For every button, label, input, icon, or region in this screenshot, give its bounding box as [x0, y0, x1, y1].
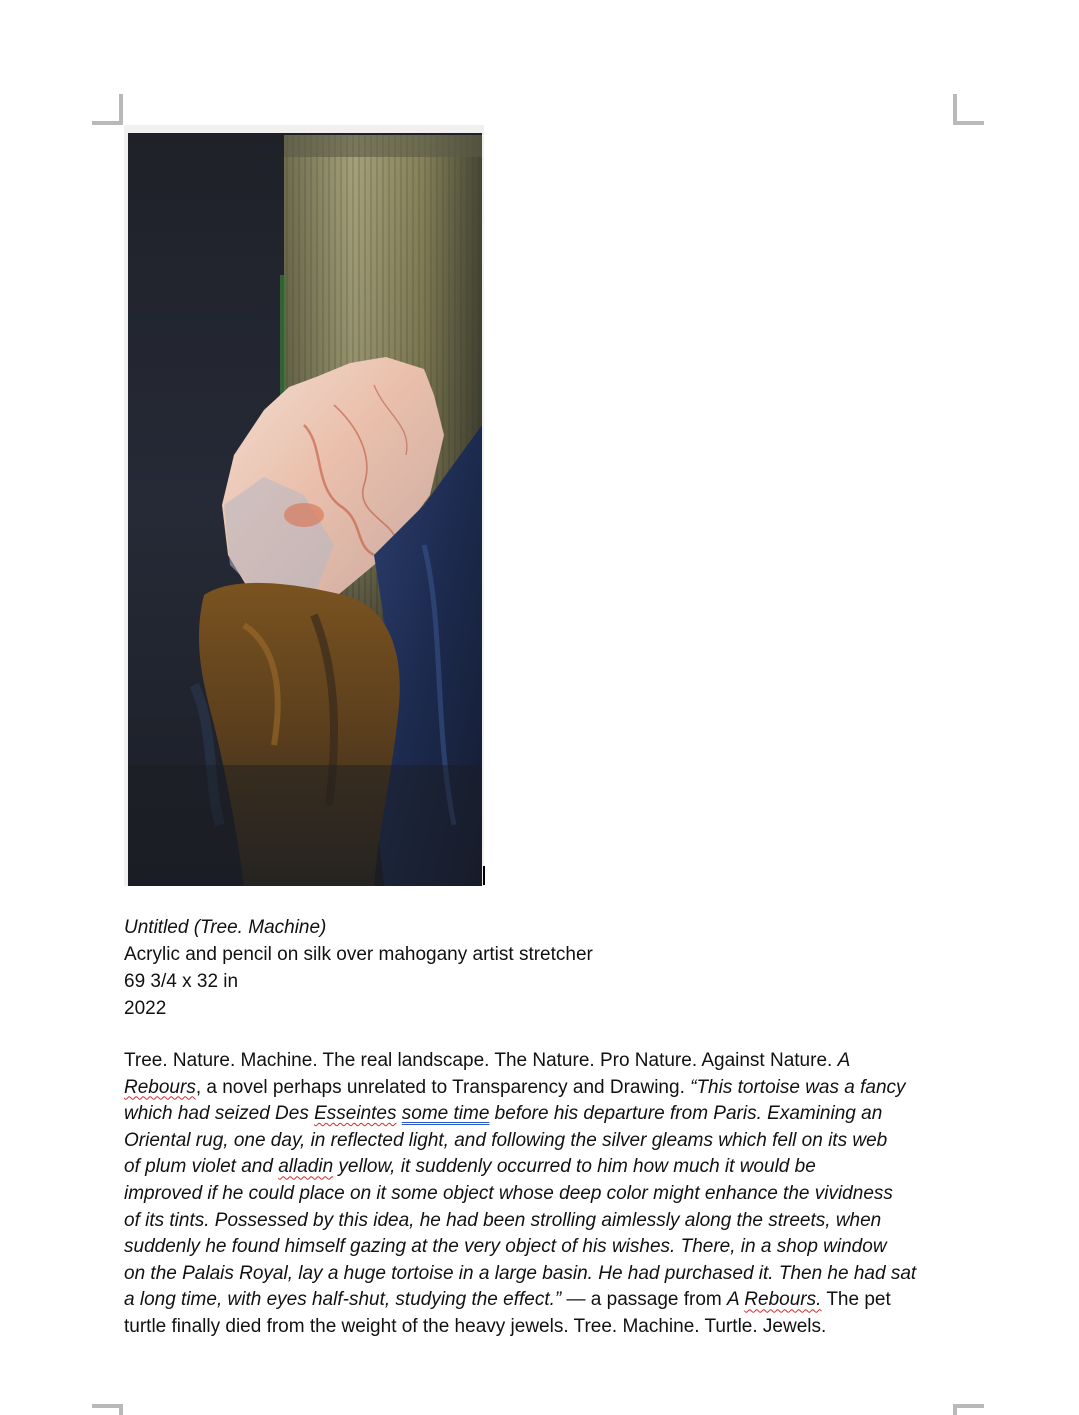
paragraph-line: suddenly he found himself gazing at the very object of his wishes. There, in a shop window — [124, 1236, 887, 1258]
spelling-error-mark: Rebours — [124, 1076, 196, 1098]
paragraph-line: of its tints. Possessed by this idea, he had been strolling aimlessly along the streets, when — [124, 1209, 882, 1231]
text-cursor — [483, 866, 485, 885]
artwork-medium: Acrylic and pencil on silk over mahogany artist stretcher — [124, 944, 593, 965]
paragraph-line: turtle finally died from the weight of the heavy jewels. Tree. Machine. Turtle. Jewels. — [124, 1315, 827, 1337]
crop-mark-bottom-left — [119, 1404, 123, 1415]
artwork-caption — [124, 914, 964, 1022]
grammar-suggestion-mark: some time — [401, 1103, 490, 1125]
crop-mark-top-right — [953, 121, 984, 125]
spelling-error-mark: Esseintes — [314, 1103, 397, 1125]
artwork-dimensions: 69 3/4 x 32 in — [124, 971, 239, 992]
crop-mark-bottom-right — [953, 1404, 984, 1408]
paragraph-line: Rebours, a novel perhaps unrelated to Transparency and Drawing. “This tortoise was a fancy — [124, 1076, 906, 1098]
artwork-title: Untitled (Tree. Machine) — [124, 917, 327, 938]
paragraph-line: improved if he could place on it some object whose deep color might enhance the vividness — [124, 1182, 893, 1204]
painting-photo[interactable] — [124, 125, 484, 886]
artwork-year: 2022 — [124, 998, 167, 1019]
paragraph-line: which had seized Des Esseintes some time before his departure from Paris. Examining an — [124, 1103, 883, 1125]
spelling-error-mark: Rebours. — [744, 1289, 822, 1311]
paragraph-line: Tree. Nature. Machine. The real landscape. The Nature. Pro Nature. Against Nature. A — [124, 1050, 851, 1071]
paragraph-line: Oriental rug, one day, in reflected light, and following the silver gleams which fell on its web — [124, 1129, 888, 1151]
paragraph-line: on the Palais Royal, lay a huge tortoise in a large basin. He had purchased it. Then he had sat — [124, 1262, 917, 1284]
crop-mark-top-right — [953, 94, 957, 125]
crop-mark-top-left — [119, 94, 123, 125]
spelling-error-mark: alladin — [278, 1156, 334, 1178]
essay-paragraph[interactable] — [124, 1048, 964, 1341]
paragraph-line: of plum violet and alladin yellow, it suddenly occurred to him how much it would be — [124, 1156, 816, 1178]
paragraph-line: a long time, with eyes half-shut, studying the effect.” — a passage from A Rebours. The pet — [124, 1289, 891, 1311]
crop-mark-bottom-right — [953, 1404, 957, 1415]
